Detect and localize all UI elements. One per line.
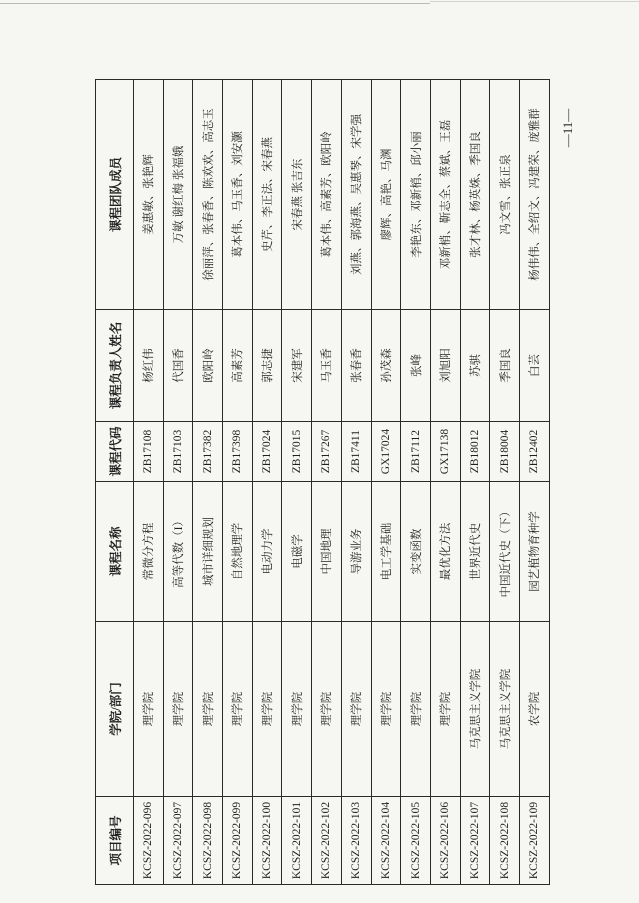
course-code-cell: ZB17112 [401,422,431,482]
project-id-cell: KCSZ-2022-100 [252,797,282,885]
project-id-cell: KCSZ-2022-107 [460,797,490,885]
course-code-cell: GX17024 [371,422,401,482]
course-leader-cell: 马玉香 [312,310,342,422]
course-code-cell: ZB17108 [134,422,164,482]
course-name-cell: 世界近代史 [460,482,490,622]
department-cell: 理学院 [134,622,164,797]
project-id-cell: KCSZ-2022-104 [371,797,401,885]
project-id-cell: KCSZ-2022-106 [430,797,460,885]
project-id-cell: KCSZ-2022-103 [341,797,371,885]
course-name-cell: 城市详细规划 [193,482,223,622]
department-cell: 理学院 [282,622,312,797]
course-name-cell: 自然地理学 [223,482,253,622]
page-number: —11— [560,108,575,148]
department-cell: 理学院 [401,622,431,797]
project-id-cell: KCSZ-2022-098 [193,797,223,885]
team-members-cell: 宋春燕 张吉东 [282,80,312,310]
course-name-cell: 中国近代史（下） [490,482,520,622]
department-cell: 理学院 [430,622,460,797]
table-row [401,80,431,885]
team-members-cell: 邓新梢、靳志全、蔡斌、王磊 [430,80,460,310]
team-members-cell: 杨伟伟、全绍文、冯建荣、庞雅群 [519,80,549,310]
course-code-cell: ZB18004 [490,422,520,482]
department-cell: 理学院 [223,622,253,797]
table-row [282,80,312,885]
course-table [95,79,550,885]
project-id-cell: KCSZ-2022-105 [401,797,431,885]
project-id-cell: KCSZ-2022-102 [312,797,342,885]
course-leader-cell: 白芸 [519,310,549,422]
course-code-cell: ZB18012 [460,422,490,482]
course-table-container [95,80,542,885]
team-members-cell: 姜惠敏、张艳辉 [134,80,164,310]
department-cell: 理学院 [163,622,193,797]
department-cell: 理学院 [193,622,223,797]
course-leader-cell: 刘旭阳 [430,310,460,422]
course-code-cell: ZB17015 [282,422,312,482]
course-leader-cell: 欧阳岭 [193,310,223,422]
department-cell: 理学院 [252,622,282,797]
course-code-cell: ZB17267 [312,422,342,482]
table-row [134,80,164,885]
course-name-cell: 最优化方法 [430,482,460,622]
table-row [223,80,253,885]
course-name-cell: 常微分方程 [134,482,164,622]
header-course-leader: 课程负责人姓名 [96,310,134,422]
table-row [460,80,490,885]
course-leader-cell: 张春香 [341,310,371,422]
header-department: 学院/部门 [96,622,134,797]
table-row [490,80,520,885]
course-leader-cell: 孙茂森 [371,310,401,422]
team-members-cell: 万敏 谢红梅 张福娥 [163,80,193,310]
table-row [252,80,282,885]
team-members-cell: 张才林、杨英姝、季国良 [460,80,490,310]
course-code-cell: ZB17398 [223,422,253,482]
course-leader-cell: 季国良 [490,310,520,422]
course-leader-cell: 代国香 [163,310,193,422]
team-members-cell: 史芹、李正法、宋春燕 [252,80,282,310]
course-leader-cell: 宋建军 [282,310,312,422]
course-leader-cell: 苏骐 [460,310,490,422]
table-row [430,80,460,885]
course-name-cell: 实变函数 [401,482,431,622]
table-row [193,80,223,885]
course-name-cell: 电动力学 [252,482,282,622]
course-code-cell: ZB17024 [252,422,282,482]
course-name-cell: 园艺植物育种学 [519,482,549,622]
course-code-cell: ZB17411 [341,422,371,482]
project-id-cell: KCSZ-2022-099 [223,797,253,885]
course-name-cell: 中国地理 [312,482,342,622]
header-course-name: 课程名称 [96,482,134,622]
header-course-code: 课程代码 [96,422,134,482]
course-leader-cell: 郭志捷 [252,310,282,422]
team-members-cell: 李艳东、邓新梢、邱小丽 [401,80,431,310]
team-members-cell: 冯文雪、张正泉 [490,80,520,310]
course-code-cell: GX17138 [430,422,460,482]
course-name-cell: 电工学基础 [371,482,401,622]
course-name-cell: 高等代数（I） [163,482,193,622]
table-row [371,80,401,885]
table-row [163,80,193,885]
department-cell: 理学院 [341,622,371,797]
course-code-cell: ZB12402 [519,422,549,482]
department-cell: 马克思主义学院 [460,622,490,797]
project-id-cell: KCSZ-2022-101 [282,797,312,885]
header-project-id: 项目编号 [96,797,134,885]
team-members-cell: 徐丽萍、张春香、陈欢欢、高志玉 [193,80,223,310]
course-name-cell: 导游业务 [341,482,371,622]
course-code-cell: ZB17103 [163,422,193,482]
department-cell: 理学院 [371,622,401,797]
team-members-cell: 刘燕、郭海燕、吴惠琴、宋学强 [341,80,371,310]
scan-edge-line [0,3,430,4]
project-id-cell: KCSZ-2022-109 [519,797,549,885]
course-name-cell: 电磁学 [282,482,312,622]
course-leader-cell: 张峰 [401,310,431,422]
team-members-cell: 廖辉、高艳、马渊 [371,80,401,310]
project-id-cell: KCSZ-2022-108 [490,797,520,885]
team-members-cell: 葛本伟、马玉香、刘安灏 [223,80,253,310]
header-team-members: 课程团队成员 [96,80,134,310]
course-leader-cell: 杨红伟 [134,310,164,422]
scan-edge-line [430,1,639,2]
team-members-cell: 葛本伟、高素芳、欧阳岭 [312,80,342,310]
course-code-cell: ZB17382 [193,422,223,482]
table-row [519,80,549,885]
project-id-cell: KCSZ-2022-096 [134,797,164,885]
table-header-row [96,80,134,885]
course-leader-cell: 高素芳 [223,310,253,422]
department-cell: 农学院 [519,622,549,797]
table-row [341,80,371,885]
department-cell: 马克思主义学院 [490,622,520,797]
table-row [312,80,342,885]
project-id-cell: KCSZ-2022-097 [163,797,193,885]
department-cell: 理学院 [312,622,342,797]
